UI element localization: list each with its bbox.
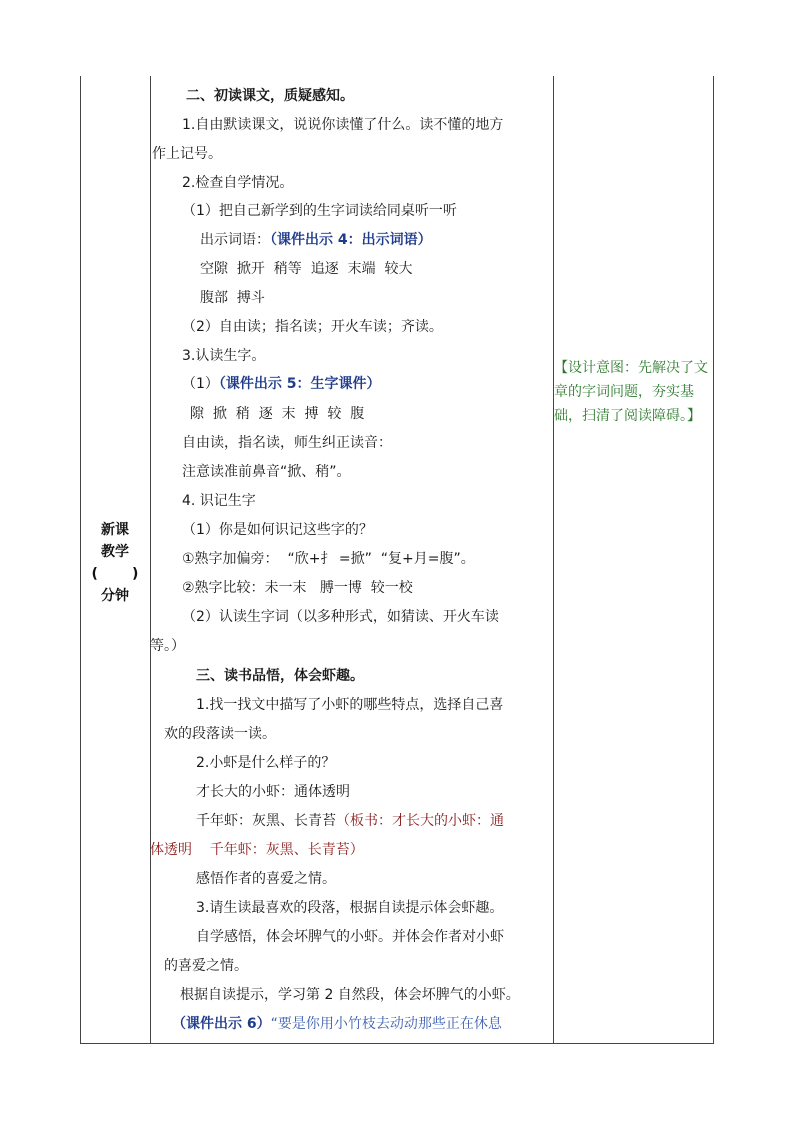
quoted-text: “要是你用小竹枝去动动那些正在休息	[270, 1016, 502, 1032]
content-line: 根据自读提示，学习第 2 自然段，体会坏脾气的小虾。	[180, 987, 520, 1003]
section-label	[80, 519, 150, 607]
content-line: 1.找一找文中描写了小虾的哪些特点，选择自己喜	[196, 697, 504, 713]
content-line: （2）自由读；指名读；开火车读；齐读。	[182, 319, 443, 335]
content-line: 3.请生读最喜欢的段落，根据自读提示体会虾趣。	[196, 900, 504, 916]
section-label-line2: 教学	[101, 544, 129, 560]
courseware-note: （课件出示 4：出示词语）	[270, 232, 432, 248]
content-text: 千年虾：灰黑、长青苔	[196, 813, 336, 829]
table-border-right	[713, 76, 714, 1044]
content-line: 注意读准前鼻音“掀、稍”。	[182, 464, 351, 480]
content-line: （1）你是如何识记这些字的？	[182, 522, 373, 538]
content-line: 才长大的小虾：通体透明	[196, 784, 350, 800]
character-line: 隙 掀 稍 逐 末 搏 较 腹	[190, 406, 365, 422]
content-line	[182, 374, 381, 394]
content-line: 自由读，指名读，师生纠正读音：	[182, 435, 392, 451]
content-line: 的喜爱之情。	[164, 958, 248, 974]
table-divider-2	[553, 76, 554, 1044]
section-label-line4: 分钟	[101, 588, 129, 604]
content-line: ②熟字比较：未一末 膊一博 较一校	[182, 580, 413, 596]
content-line	[172, 1014, 502, 1034]
design-intent-note: 【设计意图：先解决了文章的字词问题，夯实基础，扫清了阅读障碍。】	[554, 360, 708, 424]
content-line: 2.检查自学情况。	[182, 175, 294, 191]
board-note: （板书：才长大的小虾：通	[336, 813, 504, 829]
content-line	[196, 811, 504, 831]
content-text: 出示词语：	[200, 232, 270, 248]
table-border-bottom	[80, 1043, 714, 1044]
content-line: 欢的段落读一读。	[164, 726, 276, 742]
content-line: （1）把自己新学到的生字词读给同桌听一听	[182, 203, 457, 219]
courseware-note: （课件出示 6）	[172, 1016, 271, 1032]
content-line: 4. 识记生字	[182, 493, 256, 509]
table-divider-1	[150, 76, 151, 1044]
board-note: 体透明 千年虾：灰黑、长青苔）	[150, 842, 364, 858]
heading-reading-appreciation: 三、读书品悟，体会虾趣。	[196, 668, 364, 684]
vocabulary-line: 空隙 掀开 稍等 追逐 末端 较大	[200, 261, 413, 277]
content-line: 3.认读生字。	[182, 348, 266, 364]
heading-first-reading: 二、初读课文，质疑感知。	[186, 88, 354, 104]
content-line: 自学感悟，体会坏脾气的小虾。并体会作者对小虾	[196, 929, 504, 945]
content-line: 1.自由默读课文，说说你读懂了什么。读不懂的地方	[182, 117, 504, 133]
vocabulary-line: 腹部 搏斗	[200, 290, 265, 306]
section-label-line1: 新课	[101, 522, 129, 538]
lesson-table	[80, 76, 714, 1044]
content-line: 作上记号。	[152, 146, 222, 162]
content-line: （2）认读生字词（以多种形式，如猜读、开火车读	[182, 609, 499, 625]
content-line: 2.小虾是什么样子的？	[196, 755, 336, 771]
section-label-line3: ( )	[91, 566, 139, 582]
content-line: 等。）	[150, 638, 185, 654]
content-line: ①熟字加偏旁： “欣+扌 =掀” “复+月=腹”。	[182, 551, 475, 567]
courseware-note: （课件出示 5：生字课件）	[218, 376, 381, 392]
content-line: 感悟作者的喜爱之情。	[196, 871, 336, 887]
content-text: （1）	[182, 376, 219, 392]
content-line	[200, 230, 432, 250]
